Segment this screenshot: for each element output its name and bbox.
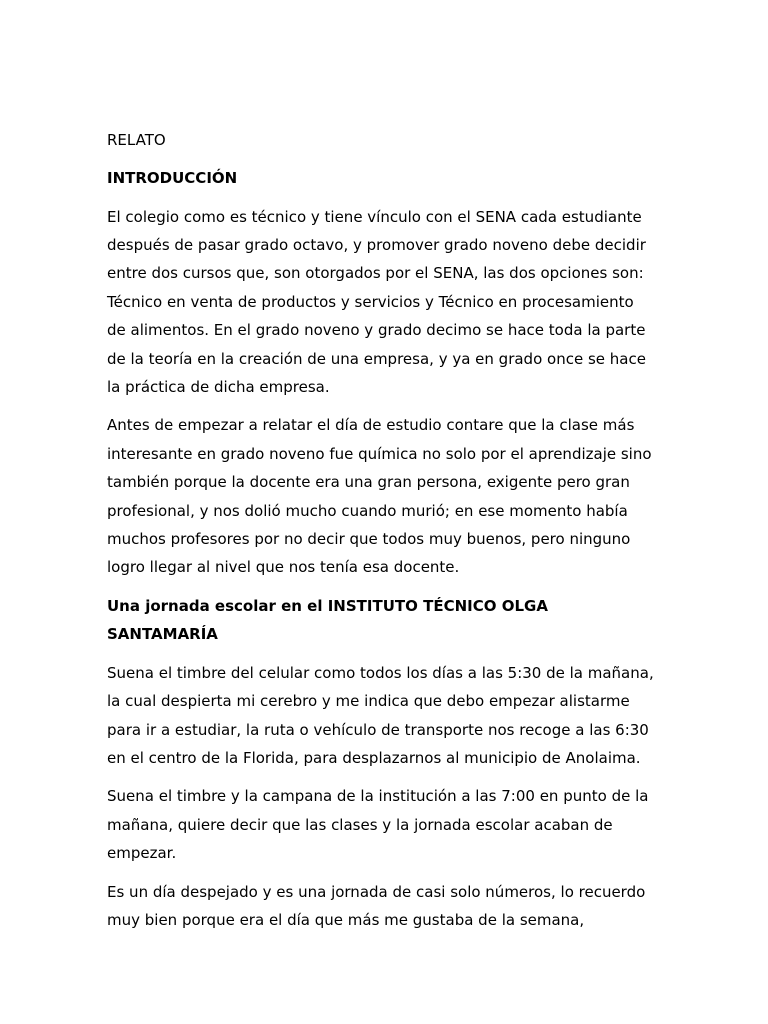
text-line: la práctica de dicha empresa. xyxy=(107,377,330,396)
text-line: de alimentos. En el grado noveno y grado decimo se hace toda la parte xyxy=(107,321,646,340)
heading-line: Una jornada escolar en el INSTITUTO TÉCNICO OLGA xyxy=(107,596,548,615)
text-line: interesante en grado noveno fue química no solo por el aprendizaje sino xyxy=(107,444,652,463)
text-line: mañana, quiere decir que las clases y la jornada escolar acaban de xyxy=(107,815,613,834)
text-line: en el centro de la Florida, para desplazarnos al municipio de Anolaima. xyxy=(107,749,641,767)
text-line: El colegio como es técnico y tiene vínculo con el SENA cada estudiante xyxy=(107,207,642,226)
text-line: también porque la docente era una gran persona, exigente pero gran xyxy=(107,473,630,492)
paragraph-intro-1 xyxy=(107,203,667,402)
section-heading-jornada xyxy=(107,592,667,649)
text-line: empezar. xyxy=(107,844,177,863)
text-line: muchos profesores por no decir que todos muy buenos, pero ninguno xyxy=(107,529,631,548)
text-line: Suena el timbre del celular como todos los días a las 5:30 de la mañana, xyxy=(107,663,654,682)
text-line: de la teoría en la creación de una empresa, y ya en grado once se hace xyxy=(107,349,646,368)
text-line: Suena el timbre y la campana de la institución a las 7:00 en punto de la xyxy=(107,787,649,806)
text-line: profesional, y nos dolió mucho cuando murió; en ese momento había xyxy=(107,501,628,520)
heading-line: INTRODUCCIÓN xyxy=(107,169,238,187)
paragraph-intro-2 xyxy=(107,411,667,581)
heading-line: SANTAMARÍA xyxy=(107,625,218,644)
text-line: Técnico en venta de productos y servicios y Técnico en procesamiento xyxy=(107,292,634,311)
paragraph-jornada-3 xyxy=(107,878,667,935)
text-line: Antes de empezar a relatar el día de estudio contare que la clase más xyxy=(107,416,635,435)
text-line: después de pasar grado octavo, y promover grado noveno debe decidir xyxy=(107,235,646,254)
text-line: Es un día despejado y es una jornada de casi solo números, lo recuerdo xyxy=(107,882,646,901)
text-line: muy bien porque era el día que más me gustaba de la semana, xyxy=(107,911,585,930)
text-line: logro llegar al nivel que nos tenía esa docente. xyxy=(107,558,460,577)
text-line: para ir a estudiar, la ruta o vehículo de transporte nos recoge a las 6:30 xyxy=(107,720,649,739)
paragraph-jornada-1 xyxy=(107,659,667,773)
section-heading-introduccion xyxy=(107,164,667,193)
text-line: entre dos cursos que, son otorgados por el SENA, las dos opciones son: xyxy=(107,264,644,283)
document-page xyxy=(107,126,667,944)
paragraph-jornada-2 xyxy=(107,782,667,867)
text-line: la cual despierta mi cerebro y me indica que debo empezar alistarme xyxy=(107,692,630,711)
document-title: RELATO xyxy=(107,131,166,149)
